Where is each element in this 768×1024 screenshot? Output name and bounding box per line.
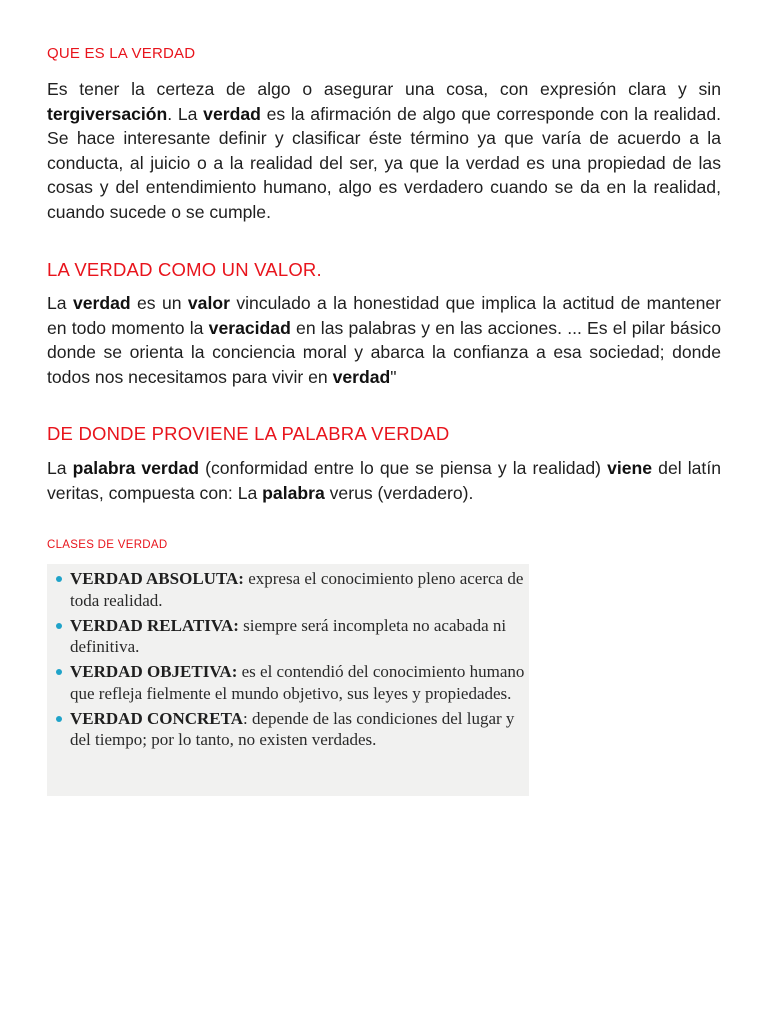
clase-item [56,661,526,704]
text-run: es un [130,293,188,313]
text-run: verus (verdadero). [324,482,474,503]
paragraph-origen [47,456,721,505]
text-run: vinculado a la honestidad que implica la actitud de mantener en todo momento la [47,293,721,338]
text-run: . La [167,103,204,124]
clases-list [56,568,526,754]
clase-description: expresa el conocimiento pleno acerca de toda realidad. [70,569,524,610]
clase-term: VERDAD CONCRETA [70,708,243,728]
heading-verdad-como-valor: LA VERDAD COMO UN VALOR. [47,259,322,280]
bold-term: verdad [203,103,261,124]
text-run: " [390,366,397,387]
clase-description: siempre será incompleta no acabada ni definitiva. [70,615,507,656]
clase-description: es el contendió del conocimiento humano que refleja fielmente el mundo objetivo, sus leyes y propiedades. [70,662,525,703]
bold-term: verdad [332,366,391,387]
clase-item [56,568,526,611]
heading-clases-de-verdad: CLASES DE VERDAD [47,539,168,551]
bullet-icon [56,716,62,722]
bold-term: valor [187,293,230,313]
clase-term: VERDAD ABSOLUTA: [70,569,244,588]
heading-origen-palabra: DE DONDE PROVIENE LA PALABRA VERDAD [47,423,450,444]
clase-item [56,708,526,751]
text-run: es la afirmación de algo que corresponde con la realidad. Se hace interesante definir y clasificar éste término ya que varía de acuerdo a la conducta, al juicio o a la realidad del ser, ya que la verdad es una propiedad de las cosas y del entendimiento humano, algo es verdadero cuando se da en la realidad, cuando sucede o se cumple. [47,103,721,222]
bullet-icon [56,669,62,675]
text-run: (conformidad entre lo que se piensa y la realidad) [199,458,608,478]
clase-description: : depende de las condiciones del lugar y del tiempo; por lo tanto, no existen verdades. [70,708,515,749]
paragraph-valor [47,291,721,389]
bold-term: tergiversación [47,103,168,124]
bold-term: palabra [262,482,325,503]
bold-term: viene [607,458,653,478]
bullet-icon [56,623,62,629]
heading-que-es-la-verdad: QUE ES LA VERDAD [47,45,196,62]
bullet-icon [56,576,62,582]
bold-term: verdad [72,293,131,313]
text-run: Es tener la certeza de algo o asegurar una cosa, con expresión clara y sin [47,79,721,99]
bold-term: palabra verdad [72,458,200,478]
clase-term: VERDAD OBJETIVA: [70,662,238,681]
text-run: en las palabras y en las acciones. ... Es el pilar básico donde se orienta la conciencia moral y abarca la confianza a esa sociedad; donde todos nos necesitamos para vivir en [47,317,721,387]
text-run: del latín veritas, compuesta con: La [47,458,721,503]
clase-item [56,615,526,658]
text-run: La [47,458,73,478]
paragraph-definicion [47,77,721,224]
clases-image-box [47,564,529,796]
bold-term: veracidad [208,317,291,338]
text-run: La [47,293,73,313]
clase-term: VERDAD RELATIVA: [70,615,239,635]
